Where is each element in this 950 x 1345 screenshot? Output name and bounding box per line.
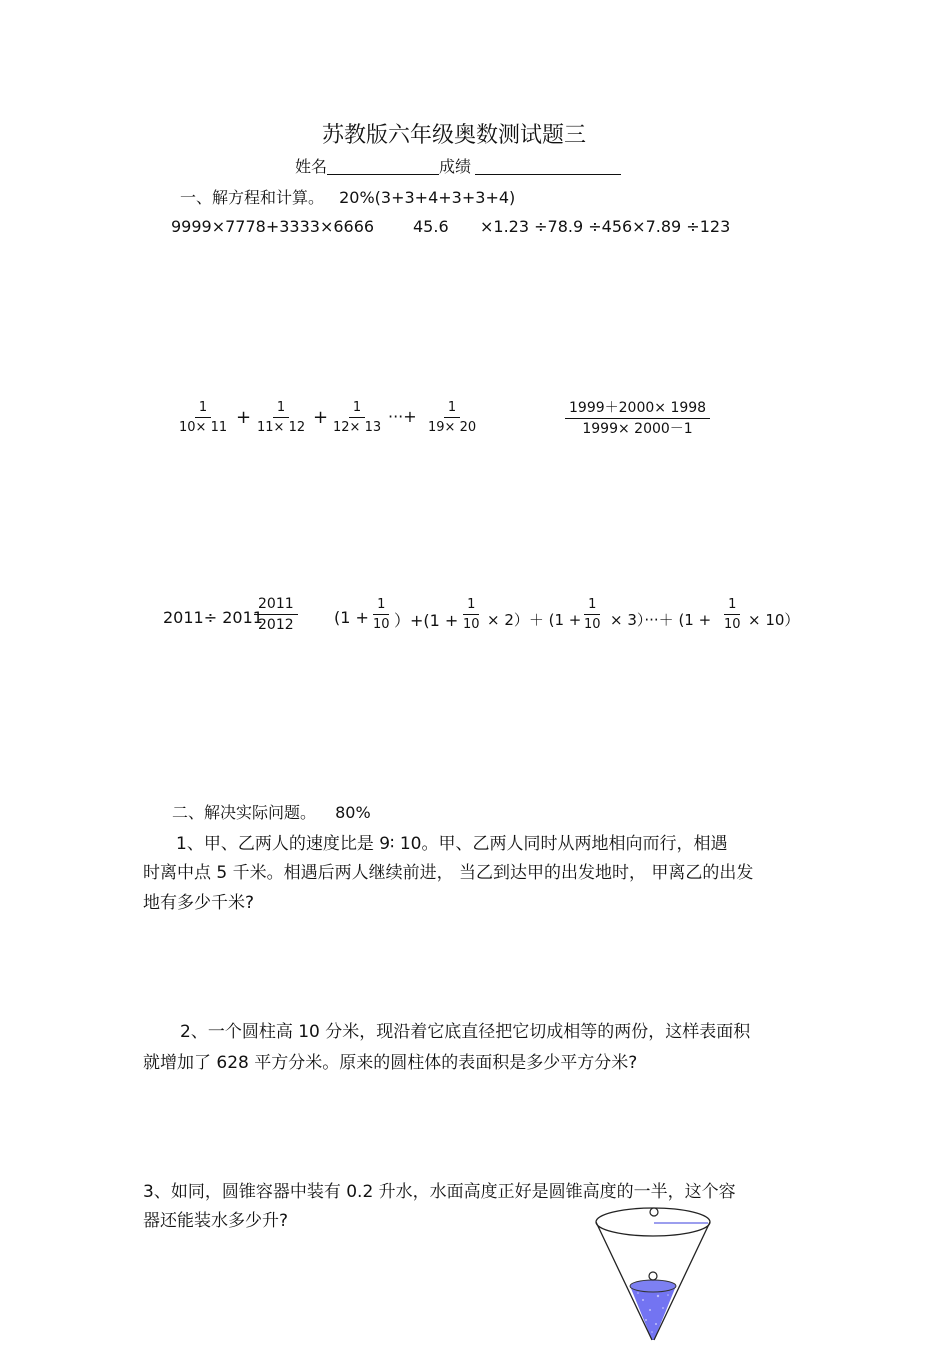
question1-line1: 1、甲、乙两人的速度比是 9∶ 10。甲、乙两人同时从两地相向而行，相遇 [176,834,728,854]
name-label: 姓名 [295,157,328,176]
expr2-number: 45.6 [413,217,449,236]
section2-heading: 二、解决实际问题。 [172,803,317,822]
plus-sign: + [236,407,252,428]
question3-line1: 3、如同，圆锥容器中装有 0.2 升水，水面高度正好是圆锥高度的一半，这个容 [143,1182,736,1202]
expr6-open: (1 + [334,608,369,627]
expr6-part-4: × 10） [748,611,800,629]
question1-line2: 时离中点 5 千米。相遇后两人继续前进， 当乙到达甲的出发地时， 甲离乙的出发 [143,863,754,883]
expr6-frac-4: $\frac{1}{10}$ [724,597,741,632]
expr5-fraction: $\frac{2011}{2012}$ [254,597,298,632]
top-marker-icon [650,1208,658,1216]
section1-score: 20%(3+3+4+3+3+4) [339,188,516,207]
name-score-line [295,154,621,177]
expr2-rest: ×1.23 ÷78.9 ÷456×7.89 ÷123 [480,217,731,236]
question2-line2: 就增加了 628 平方分米。原来的圆柱体的表面积是多少平方分米? [143,1053,638,1073]
score-blank[interactable] [475,158,621,175]
expr3-term-3: $\frac{1}{12\times 13}$ [333,400,382,435]
expr6-part-3: × 3）···＋ (1 + [610,611,712,629]
water-surface [630,1280,676,1292]
water-marker-icon [649,1272,657,1280]
expr3-term-4: $\frac{1}{19\times 20}$ [428,400,477,435]
ellipsis-plus: ···+ [388,407,417,426]
cone-container-figure [588,1200,718,1345]
expr6-frac-3: $\frac{1}{10}$ [584,597,601,632]
expr5-whole: 2011÷ 2011 [163,608,263,627]
score-label: 成绩 [439,157,472,176]
expr3-term-1: $\frac{1}{10\times 11}$ [179,400,228,435]
question2-line1: 2、一个圆柱高 10 分米，现沿着它底直径把它切成相等的两份，这样表面积 [180,1022,751,1042]
section2-heading-line [172,800,371,823]
question1-line3: 地有多少千米? [143,893,255,913]
plus-sign: + [313,407,329,428]
section1-heading: 一、解方程和计算。 [180,188,325,207]
water-fill [630,1286,676,1340]
expr4-fraction: $\frac{1999+2000\times 1998}{1999\times 2000-1}$ [565,401,710,436]
expr1: 9999×7778+3333×6666 [171,217,375,236]
expr6-frac-1: $\frac{1}{10}$ [373,597,390,632]
section2-score: 80% [335,803,371,822]
expr6-part-1: ）+(1 + [394,611,459,630]
page-title: 苏教版六年级奥数测试题三 [322,123,587,148]
expr6-frac-2: $\frac{1}{10}$ [463,597,480,632]
section1-heading-line [180,185,515,208]
question3-line2: 器还能装水多少升? [143,1211,289,1231]
name-blank[interactable] [327,158,439,175]
expr3-term-2: $\frac{1}{11\times 12}$ [257,400,306,435]
expr6-part-2: × 2）＋ (1 + [487,611,582,629]
